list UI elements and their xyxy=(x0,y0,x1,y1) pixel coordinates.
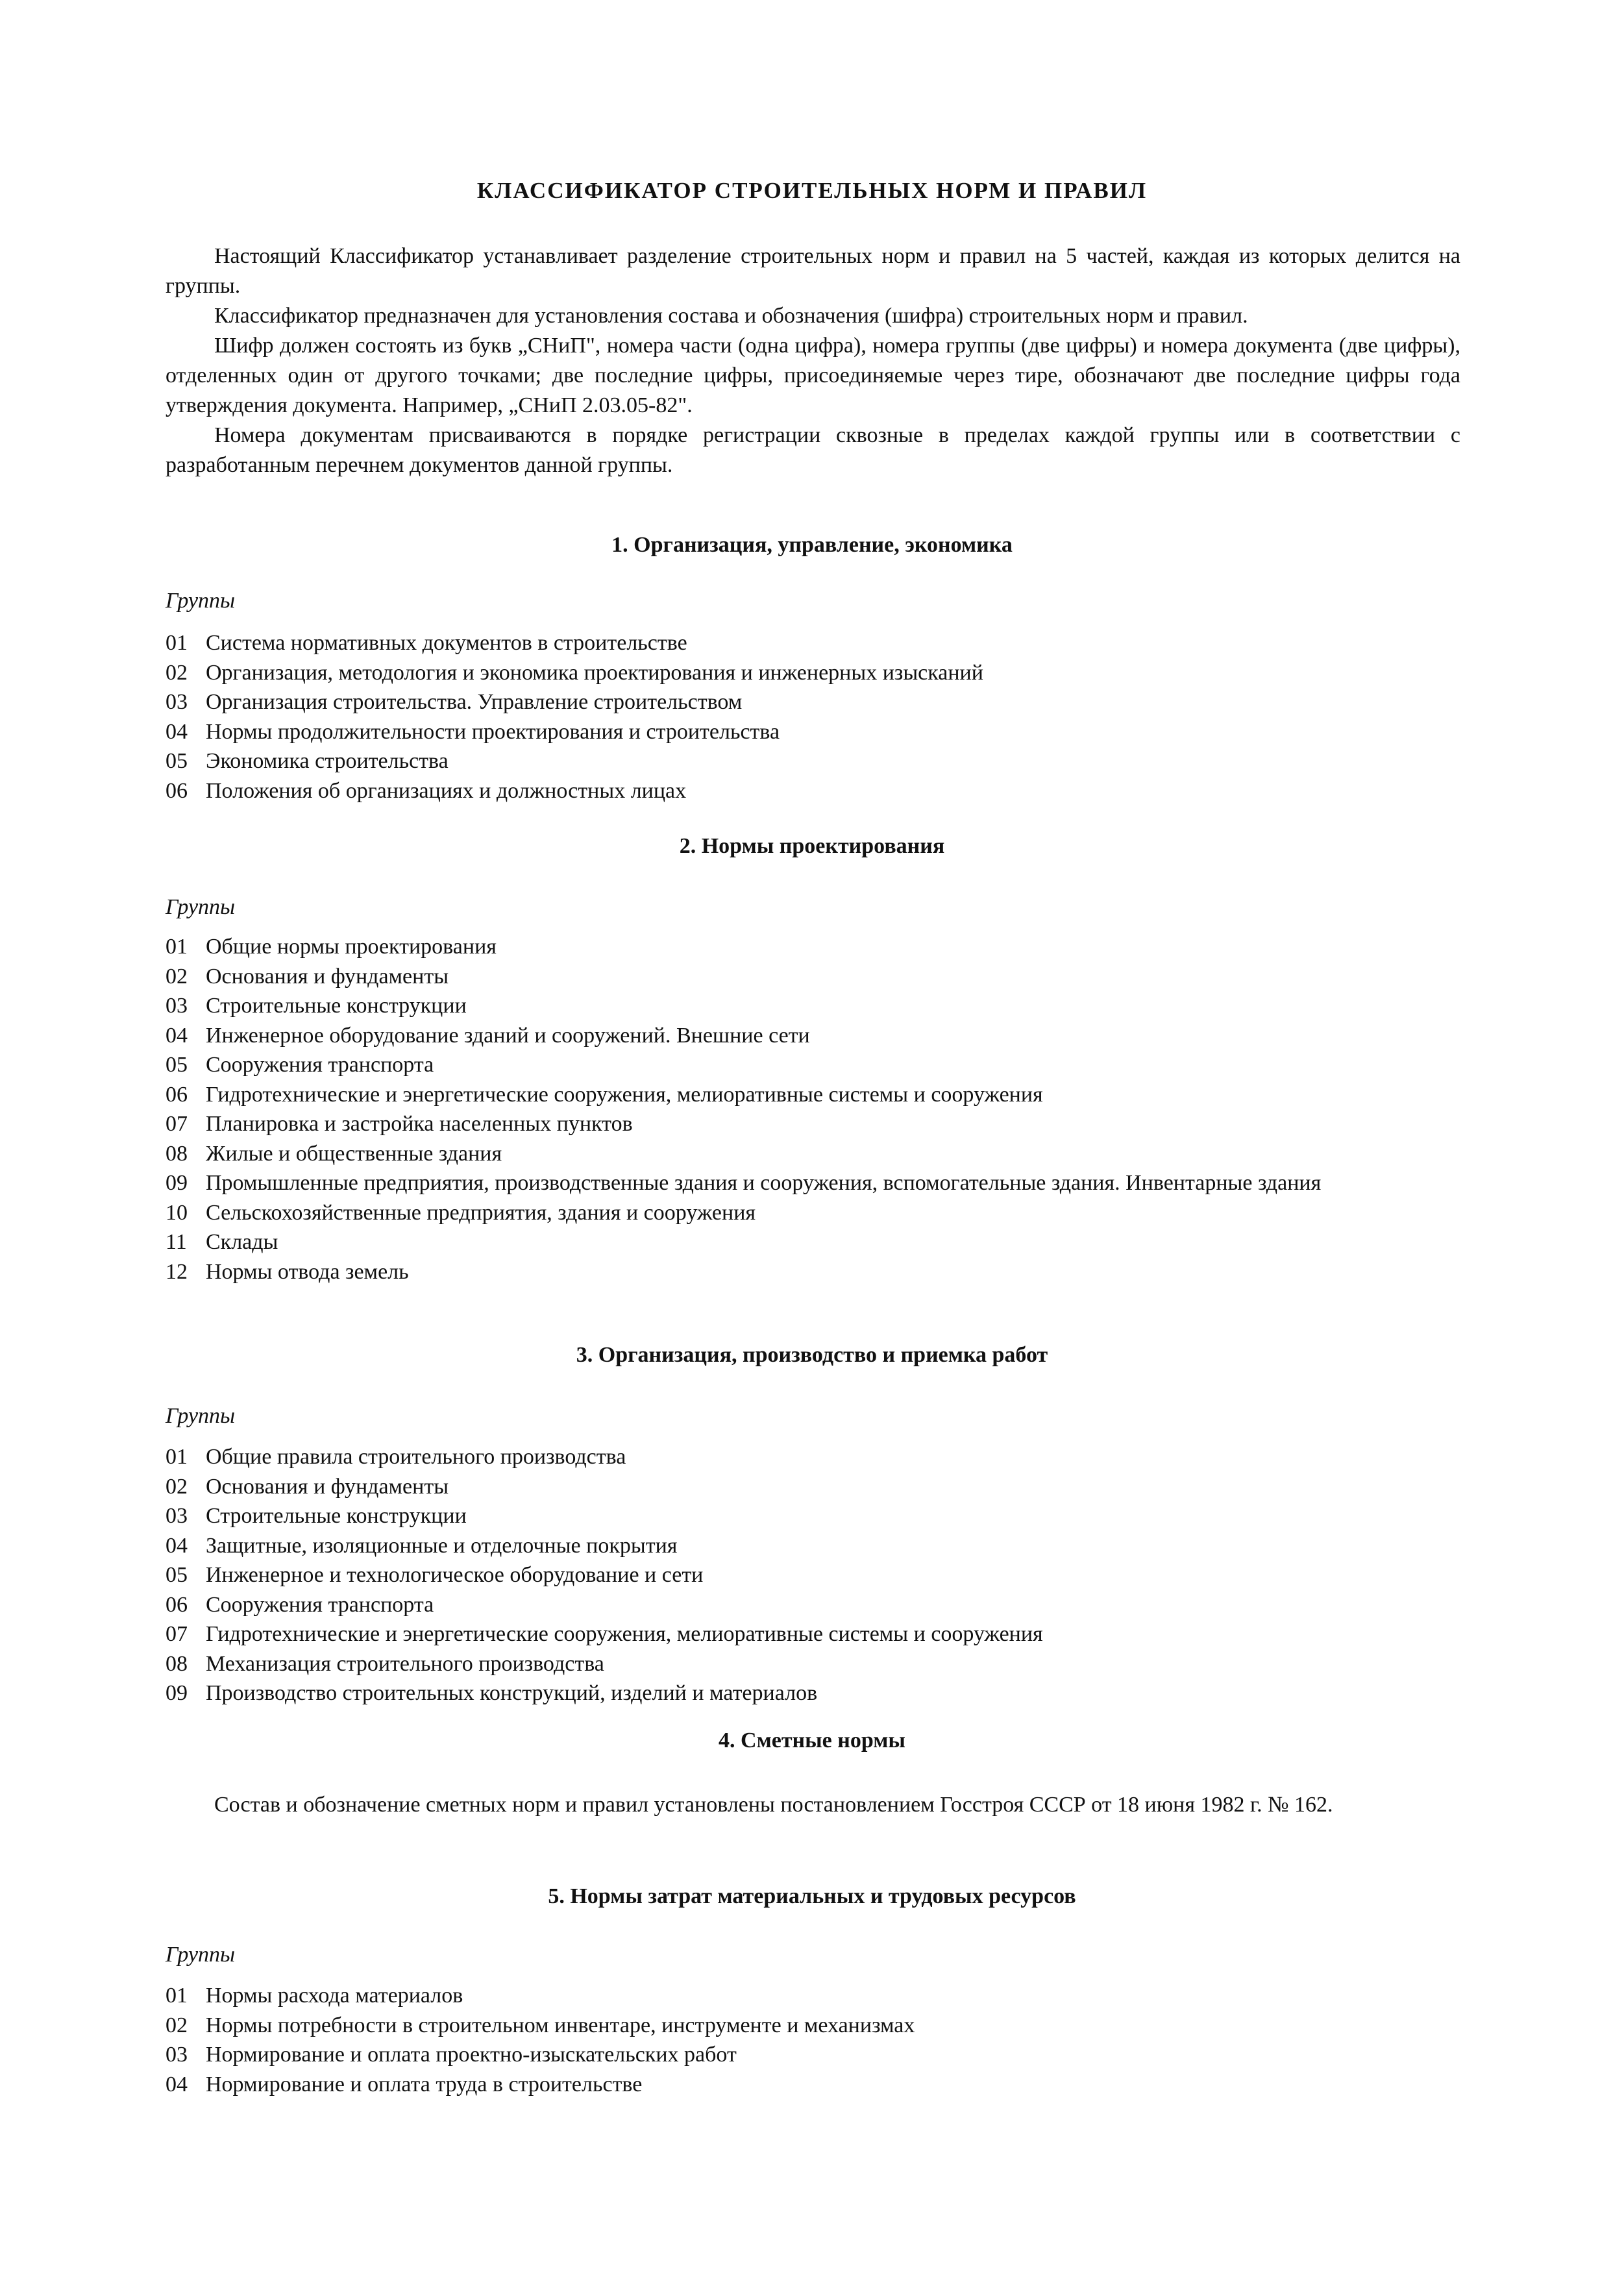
group-title: Инженерное оборудование зданий и сооружений. Внешние сети xyxy=(206,1023,810,1048)
group-number: 06 xyxy=(166,778,188,803)
intro-text xyxy=(166,241,1460,480)
group-title: Строительные конструкции xyxy=(206,994,467,1018)
list-item xyxy=(166,1531,1464,1561)
list-item xyxy=(166,1472,1464,1502)
group-number: 01 xyxy=(166,935,188,959)
group-title: Система нормативных документов в строительстве xyxy=(206,631,687,655)
list-item xyxy=(166,1050,1464,1080)
group-title: Промышленные предприятия, производственные здания и сооружения, вспомогательные здания. Инвентарные здания xyxy=(206,1171,1322,1195)
group-title: Основания и фундаменты xyxy=(206,964,449,989)
group-number: 11 xyxy=(166,1230,187,1254)
list-item xyxy=(166,1168,1464,1198)
group-title: Сооружения транспорта xyxy=(206,1053,434,1077)
section-heading-2: 2. Нормы проектирования xyxy=(679,834,945,858)
group-title: Общие нормы проектирования xyxy=(206,935,497,959)
group-number: 07 xyxy=(166,1622,188,1646)
group-number: 02 xyxy=(166,1474,188,1499)
document-title: КЛАССИФИКАТОР СТРОИТЕЛЬНЫХ НОРМ И ПРАВИЛ xyxy=(476,178,1148,203)
group-number: 03 xyxy=(166,2043,188,2067)
group-title: Нормирование и оплата проектно-изыскательских работ xyxy=(206,2043,737,2067)
group-number: 03 xyxy=(166,994,188,1018)
group-number: 03 xyxy=(166,1504,188,1528)
group-title: Экономика строительства xyxy=(206,749,449,773)
group-number: 10 xyxy=(166,1200,188,1225)
list-item xyxy=(166,658,1464,688)
intro-paragraph: Классификатор предназначен для установления состава и обозначения (шифра) строительных норм и правил. xyxy=(214,304,1248,328)
list-item xyxy=(166,776,1464,806)
group-title: Организация, методология и экономика проектирования и инженерных изысканий xyxy=(206,660,983,685)
group-number: 04 xyxy=(166,2072,188,2096)
groups-label-5: Группы xyxy=(166,1943,236,1967)
list-item xyxy=(166,2040,1464,2070)
list-item xyxy=(166,1678,1464,1708)
group-number: 03 xyxy=(166,690,188,714)
group-number: 08 xyxy=(166,1651,188,1676)
list-item xyxy=(166,1560,1464,1590)
group-number: 05 xyxy=(166,1563,188,1587)
section-heading-3: 3. Организация, производство и приемка работ xyxy=(576,1343,1048,1367)
group-title: Производство строительных конструкций, изделий и материалов xyxy=(206,1681,818,1705)
list-item xyxy=(166,1021,1464,1051)
group-list-3 xyxy=(166,1442,1464,1708)
list-item xyxy=(166,717,1464,747)
intro-paragraph: Номера документам присваиваются в порядке регистрации сквозные в пределах каждой группы или в соответствии с разработанным перечнем документов данной группы. xyxy=(166,423,1460,477)
group-number: 05 xyxy=(166,749,188,773)
group-number: 12 xyxy=(166,1259,188,1284)
group-number: 01 xyxy=(166,1445,188,1469)
group-title: Инженерное и технологическое оборудование и сети xyxy=(206,1563,704,1587)
list-item xyxy=(166,2070,1464,2100)
group-title: Планировка и застройка населенных пунктов xyxy=(206,1112,633,1136)
group-number: 04 xyxy=(166,1533,188,1558)
list-item xyxy=(166,1227,1464,1257)
group-number: 07 xyxy=(166,1112,188,1136)
list-item xyxy=(166,1619,1464,1649)
group-title: Основания и фундаменты xyxy=(206,1474,449,1499)
group-title: Защитные, изоляционные и отделочные покрытия xyxy=(206,1533,678,1558)
section-4-paragraph: Состав и обозначение сметных норм и правил установлены постановлением Госстроя СССР от 18 июня 1982 г. № 162. xyxy=(214,1793,1333,1817)
groups-label-1: Группы xyxy=(166,589,236,613)
group-number: 09 xyxy=(166,1681,188,1705)
group-title: Гидротехнические и энергетические сооружения, мелиоративные системы и сооружения xyxy=(206,1082,1043,1107)
group-number: 04 xyxy=(166,1023,188,1048)
group-title: Положения об организациях и должностных лицах xyxy=(206,778,687,803)
section-heading-4: 4. Сметные нормы xyxy=(719,1728,905,1752)
group-title: Нормы отвода земель xyxy=(206,1259,409,1284)
group-title: Нормы продолжительности проектирования и строительства xyxy=(206,719,780,744)
list-item xyxy=(166,746,1464,776)
group-title: Склады xyxy=(206,1230,278,1254)
list-item xyxy=(166,1109,1464,1139)
intro-paragraph: Шифр должен состоять из букв „СНиП", номера части (одна цифра), номера группы (две цифры) и номера документа (две цифры), отделенных один от другого точками; две последние цифры, присоединяемые через тире, обозначают две последние цифры года утверждения документа. Например, „СНиП 2.03.05-82". xyxy=(166,334,1460,417)
group-title: Нормы потребности в строительном инвентаре, инструменте и механизмах xyxy=(206,2013,915,2037)
list-item xyxy=(166,932,1464,962)
list-item xyxy=(166,1257,1464,1287)
list-item xyxy=(166,991,1464,1021)
group-number: 06 xyxy=(166,1082,188,1107)
list-item xyxy=(166,2011,1464,2041)
list-item xyxy=(166,1080,1464,1110)
group-number: 02 xyxy=(166,964,188,989)
group-number: 02 xyxy=(166,2013,188,2037)
list-item xyxy=(166,1501,1464,1531)
group-number: 06 xyxy=(166,1592,188,1617)
group-number: 09 xyxy=(166,1171,188,1195)
group-number: 02 xyxy=(166,660,188,685)
list-item xyxy=(166,1139,1464,1169)
list-item xyxy=(166,1198,1464,1228)
group-title: Организация строительства. Управление строительством xyxy=(206,690,743,714)
list-item xyxy=(166,628,1464,658)
group-number: 08 xyxy=(166,1141,188,1166)
section-heading-5: 5. Нормы затрат материальных и трудовых ресурсов xyxy=(548,1884,1076,1908)
group-number: 01 xyxy=(166,631,188,655)
list-item xyxy=(166,1649,1464,1679)
group-number: 05 xyxy=(166,1053,188,1077)
list-item xyxy=(166,1590,1464,1620)
list-item xyxy=(166,1981,1464,2011)
group-title: Нормирование и оплата труда в строительстве xyxy=(206,2072,643,2096)
group-title: Строительные конструкции xyxy=(206,1504,467,1528)
group-title: Сооружения транспорта xyxy=(206,1592,434,1617)
section-heading-1: 1. Организация, управление, экономика xyxy=(611,533,1013,557)
list-item xyxy=(166,1442,1464,1472)
group-title: Жилые и общественные здания xyxy=(206,1141,502,1166)
group-title: Гидротехнические и энергетические сооружения, мелиоративные системы и сооружения xyxy=(206,1622,1043,1646)
intro-paragraph: Настоящий Классификатор устанавливает разделение строительных норм и правил на 5 частей, каждая из которых делится на группы. xyxy=(166,244,1460,298)
groups-label-2: Группы xyxy=(166,895,236,919)
list-item xyxy=(166,962,1464,992)
groups-label-3: Группы xyxy=(166,1404,236,1428)
list-item xyxy=(166,687,1464,717)
group-title: Механизация строительного производства xyxy=(206,1651,604,1676)
group-title: Нормы расхода материалов xyxy=(206,1984,463,2008)
group-number: 01 xyxy=(166,1984,188,2008)
group-list-1 xyxy=(166,628,1464,805)
group-title: Общие правила строительного производства xyxy=(206,1445,626,1469)
group-number: 04 xyxy=(166,719,188,744)
group-list-2 xyxy=(166,932,1464,1286)
group-title: Сельскохозяйственные предприятия, здания и сооружения xyxy=(206,1200,756,1225)
group-list-5 xyxy=(166,1981,1464,2099)
